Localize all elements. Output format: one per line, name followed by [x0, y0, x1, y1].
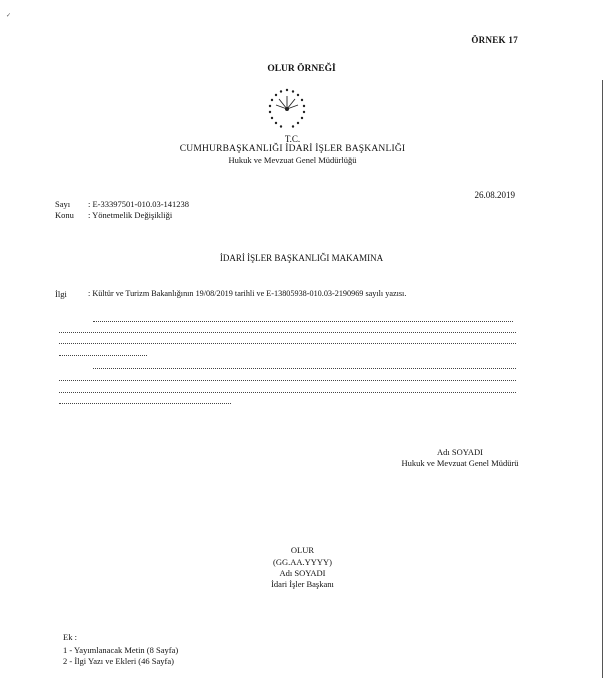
sayi-label: Sayı: [55, 199, 71, 209]
presidential-seal-icon: [265, 87, 309, 131]
placeholder-line: [93, 368, 516, 369]
attachments-label: Ek :: [63, 632, 77, 642]
attachment-item: 2 - İlgi Yazı ve Ekleri (46 Sayfa): [63, 656, 174, 666]
scan-mark: ✓: [6, 13, 12, 19]
placeholder-line: [59, 392, 516, 393]
placeholder-line: [59, 355, 147, 356]
tc-label: T.C.: [284, 134, 301, 144]
approver-title: İdari İşler Başkanı: [271, 579, 334, 589]
ilgi-label: İlgi: [55, 289, 67, 299]
signer-name: Adı SOYADI: [436, 447, 484, 457]
placeholder-line: [93, 321, 513, 322]
institution-name: CUMHURBAŞKANLIĞI İDARİ İŞLER BAŞKANLIĞI: [179, 144, 406, 154]
sample-label: ÖRNEK 17: [471, 35, 518, 45]
sayi-value: : E-33397501-010.03-141238: [88, 199, 190, 209]
addressee: İDARİ İŞLER BAŞKANLIĞI MAKAMINA: [219, 253, 384, 263]
signer-title: Hukuk ve Mevzuat Genel Müdürü: [401, 458, 519, 468]
placeholder-line: [59, 332, 516, 333]
placeholder-line: [59, 403, 231, 404]
approval-olur: OLUR: [290, 545, 315, 555]
department-name: Hukuk ve Mevzuat Genel Müdürlüğü: [228, 155, 357, 165]
approval-date: (GG.AA.YYYY): [272, 557, 333, 567]
document-title: OLUR ÖRNEĞİ: [267, 64, 336, 74]
ilgi-value: : Kültür ve Turizm Bakanlığının 19/08/2019 tarihli ve E-13805938-010.03-2190969 sayılı yazısı.: [88, 289, 407, 298]
konu-label: Konu: [55, 210, 74, 220]
placeholder-line: [59, 380, 516, 381]
konu-value: : Yönetmelik Değişikliği: [88, 210, 173, 220]
attachment-item: 1 - Yayımlanacak Metin (8 Sayfa): [63, 645, 179, 655]
approver-name: Adı SOYADI: [279, 568, 326, 578]
placeholder-line: [59, 343, 516, 344]
document-date: 26.08.2019: [474, 190, 515, 200]
